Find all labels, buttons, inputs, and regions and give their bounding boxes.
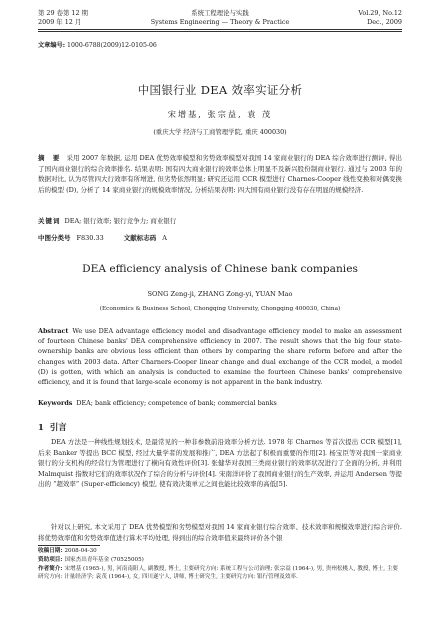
footnote-fund — [38, 556, 402, 564]
chinese-title: 中国银行业 DEA 效率实证分析 — [137, 83, 303, 97]
header-journal-cn: 系统工程理论与实践 — [191, 9, 249, 17]
running-header-line2 — [38, 18, 402, 26]
classification-label: 中图分类号 — [38, 234, 71, 242]
section-heading — [38, 421, 67, 433]
chinese-keywords — [38, 216, 402, 227]
body-paragraph-2: 针对以上研究, 本文采用了 DEA 优势模型和劣势模型对我国 14 家商业银行综合效率、技术效率和规模效率进行综合评价. 将优势效率值和劣势效率值进行算术平均处理, 得到出的综合效率值来最终评价各个银 — [38, 523, 402, 542]
chinese-abstract — [38, 153, 402, 195]
chinese-abstract-label: 摘 要 — [38, 154, 63, 162]
body-paragraph-1: DEA 方法是一种线性规划技术, 是最常见的一种非参数前沿效率分析方法. 1978 年 Charnes 等首次提出 CCR 模型[1], 后来 Banker 等提出 BCC 模型, 经过大量学者的发展和推广, DEA 方法起了积极而重要的作用[2]. 杨宝臣等对我国一家商业银行的分支机构的经营行为管理进行了横向有效性评价[3]. 张健华对我国三类商业银行的效率状况进行了全面的分析, 并利用 Malmquist 指数对它们的效率状况作了综合的分析与评价[4]. 宋南洋评价了我国商业银行的生产效率, 并运用 Andersen 等提出的 “超效率” (Super-efficiency) 模型, 使有效决策单元之间也能比较效率的高低[5]. — [38, 438, 402, 489]
section-number: 1 — [38, 422, 44, 432]
chinese-affiliation: (重庆大学 经济与工商管理学院, 重庆 400030) — [153, 128, 287, 136]
header-rule-bottom — [38, 31, 402, 32]
english-authors: SONG Zeng-ji, ZHANG Zong-yi, YUAN Mao — [147, 290, 293, 298]
document-code-label: 文献标志码 — [123, 234, 157, 242]
english-title: DEA efficiency analysis of Chinese bank companies — [82, 263, 358, 275]
article-number — [38, 40, 157, 49]
classification-line — [38, 233, 402, 244]
classification-value: F830.33 — [76, 234, 104, 242]
header-date-cn: 2009 年 12 月 — [38, 18, 82, 26]
chinese-abstract-text: 采用 2007 年数据, 运用 DEA 优势效率模型和劣势效率模型对我国 14 家商业银行的 DEA 综合效率进行测评, 得出了国内商业银行的综合效率排名. 结果表明: 国有四大商业银行的效率总体上明显不及新兴股份制商业银行. 通过与 2003 年的数据对比, 认为尽管四大行效率有所增进, 但劣势依然明显; 研究还运用 CCR 模型进行 Charnes-Cooper 线性变换和对偶变换后的模型 (D), 分析了 14 家商业银行的规模效率情况, 分析结果表明: 四大国有商业银行没有存在明显的规模经济. — [38, 154, 402, 194]
document-code-value: A — [162, 234, 167, 242]
section-title: 引言 — [49, 422, 67, 432]
article-number-label: 文章编号: — [38, 42, 66, 49]
chinese-keywords-label: 关键词 — [38, 217, 61, 225]
header-volume-en: Vol.29, No.12 — [358, 9, 402, 17]
running-header-line1 — [38, 9, 402, 17]
received-date: 2008-04-30 — [64, 548, 97, 554]
header-journal-en: Systems Engineering — Theory & Practice — [150, 18, 290, 26]
footnote-author — [38, 565, 402, 582]
article-number-value: 1000-6788(2009)12-0105-06 — [67, 42, 157, 49]
header-rule-top — [38, 29, 402, 30]
header-date-en: Dec., 2009 — [367, 18, 402, 26]
author-info-label: 作者简介: — [38, 566, 63, 572]
english-abstract — [38, 326, 402, 387]
footnote-received — [38, 547, 402, 555]
english-keywords-label: Keywords — [38, 399, 73, 407]
fund-label: 资助项目: — [38, 557, 63, 563]
english-keywords-text: DEA; bank efficiency; competence of bank; commercial banks — [76, 399, 277, 407]
chinese-keywords-text: DEA; 银行效率; 银行竞争力; 商业银行 — [64, 217, 177, 225]
received-label: 收稿日期: — [38, 548, 63, 554]
english-abstract-text: We use DEA advantage efficiency model and disadvantage efficiency model to make an assessment of fourteen Chinese banks' DEA comprehensive efficiency in 2007. The result shows that the big four state-ownership banks are obvious less efficient than others by comparing the share reform before and after the changes with 2003 data. After Charners-Cooper linear change and dual exchange of the CCR model, a model (D) is gotten, with which an analysis is conducted to examine the fourteen Chinese banks' comprehensive efficiency, and it is found that large-scale economy is not apparent in the bank industry. — [38, 327, 402, 387]
footnote-rule — [38, 545, 100, 546]
fund-text: 国家杰出青年基金 (70525005) — [64, 557, 144, 563]
author-info-text: 宋增基 (1965-), 男, 河南南阳人, 副教授, 博士, 主要研究方向: 系统工程与公司治理; 张宗益 (1964-), 男, 贵州松桃人, 教授, 博士, 主要研究方向: 计量经济学; 袁茂 (1964-), 女, 四川遂宁人, 讲师, 博士研究生, 主要研究方向: 银行管理及效率. — [38, 566, 399, 581]
english-keywords — [38, 398, 402, 409]
english-abstract-label: Abstract — [38, 327, 69, 335]
chinese-authors: 宋增基, 张宗益, 袁 茂 — [167, 109, 273, 119]
english-affiliation: (Economics & Business School, Chongqing University, Chongqing 400030, China) — [99, 306, 341, 312]
header-volume-cn: 第 29 卷第 12 期 — [38, 9, 88, 17]
